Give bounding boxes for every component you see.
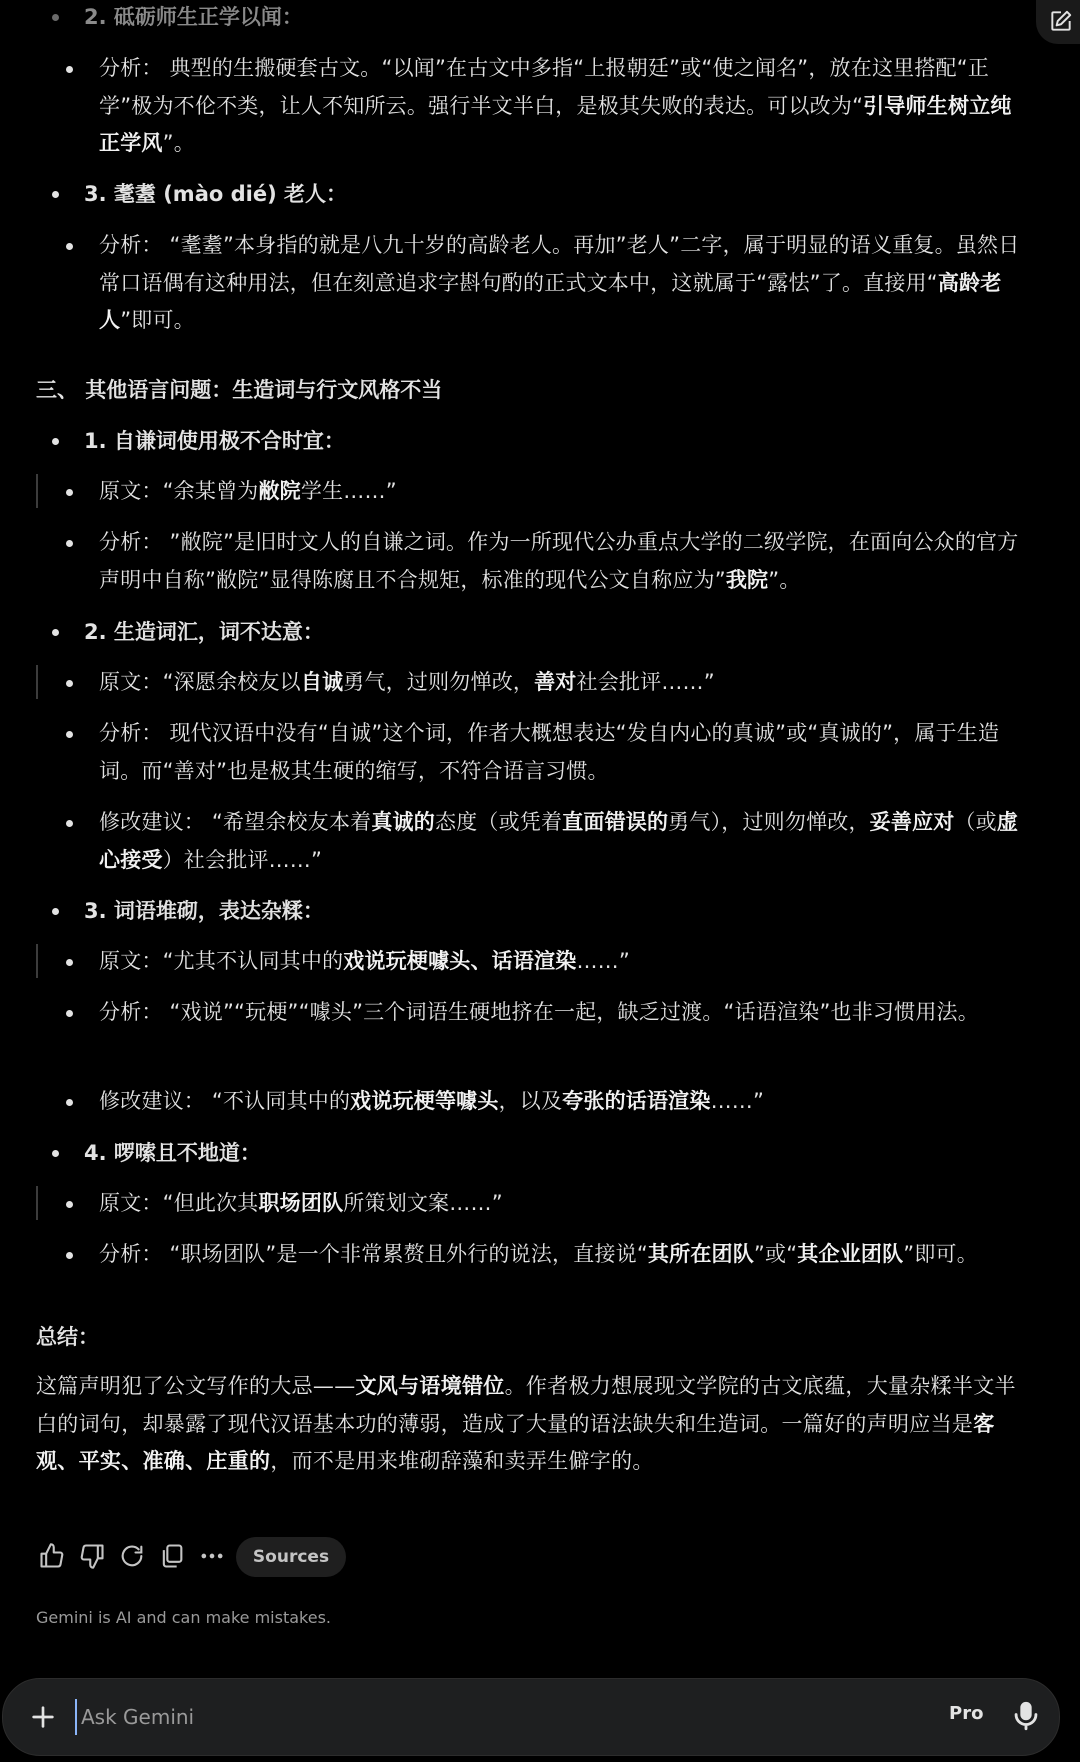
summary-heading: 总结： <box>36 1325 99 1349</box>
bullet <box>52 191 59 198</box>
bullet <box>66 820 73 827</box>
original-text: 原文：“尤其不认同其中的戏说玩梗噱头、话语渲染……” <box>99 949 630 973</box>
bullet <box>66 540 73 547</box>
bullet <box>52 1150 59 1157</box>
sources-button[interactable]: Sources <box>236 1537 346 1577</box>
analysis-text: 分析： 现代汉语中没有“自诚”这个词，作者大概想表达“发自内心的真诚”或“真诚的”，属于生造词。而“善对”也是极其生硬的缩写，不符合语言习惯。 <box>99 721 1000 783</box>
bullet <box>66 731 73 738</box>
model-selector-button[interactable]: Pro <box>949 1703 984 1724</box>
bullet <box>66 680 73 687</box>
analysis-text: 分析： ”敝院”是旧时文人的自谦之词。作为一所现代公办重点大学的二级学院，在面向公众的官方声明中自称”敝院”显得陈腐且不合规矩，标准的现代公文自称应为”我院”。 <box>99 530 1019 592</box>
analysis-text: 分析： “戏说”“玩梗”“噱头”三个词语生硬地挤在一起，缺乏过渡。“话语渲染”也非习惯用法。 <box>99 1000 979 1024</box>
thumbs-down-icon[interactable] <box>78 1542 106 1570</box>
refresh-icon[interactable] <box>118 1542 146 1570</box>
item-label: 2. 砥砺师生正学以闻： <box>84 5 303 29</box>
prompt-composer <box>2 1678 1060 1756</box>
thumbs-up-icon[interactable] <box>38 1542 66 1570</box>
summary-paragraph: 这篇声明犯了公文写作的大忌——文风与语境错位。作者极力想展现文学院的古文底蕴，大量杂糅半文半白的词句，却暴露了现代汉语基本功的薄弱，造成了大量的语法缺失和生造词。一篇好的声明应当是客观、平实、准确、庄重的，而不是用来堆砌辞藻和卖弄生僻字的。 <box>36 1374 1016 1473</box>
item-label: 3. 耄耋 (mào dié) 老人： <box>84 182 347 206</box>
analysis-text: 分析： 典型的生搬硬套古文。“以闻”在古文中多指“上报朝廷”或“使之闻名”，放在这里搭配“正学”极为不伦不类，让人不知所云。强行半文半白，是极其失败的表达。可以改为“引导师生树立纯正学风”。 <box>99 56 1012 155</box>
item-label: 2. 生造词汇，词不达意： <box>84 620 324 644</box>
microphone-icon[interactable] <box>1009 1699 1043 1733</box>
bullet <box>66 243 73 250</box>
bullet <box>66 1252 73 1259</box>
item-label: 4. 啰嗦且不地道： <box>84 1141 261 1165</box>
bullet <box>52 629 59 636</box>
analysis-text: 分析： “职场团队”是一个非常累赘且外行的说法，直接说“其所在团队”或“其企业团队”即可。 <box>99 1242 978 1266</box>
bullet <box>66 489 73 496</box>
original-text: 原文：“但此次其职场团队所策划文案……” <box>99 1191 503 1215</box>
bullet <box>66 1201 73 1208</box>
item-label: 1. 自谦词使用极不合时宜： <box>84 429 345 453</box>
more-horizontal-icon[interactable] <box>198 1542 226 1570</box>
bullet <box>52 14 59 21</box>
bullet <box>66 66 73 73</box>
edit-icon[interactable] <box>1036 0 1080 44</box>
prompt-input[interactable] <box>75 1699 863 1735</box>
quote-bar <box>36 944 38 978</box>
copy-icon[interactable] <box>158 1542 186 1570</box>
original-text: 原文：“余某曾为敝院学生……” <box>99 479 397 503</box>
quote-bar <box>36 1186 38 1220</box>
analysis-text: 分析： “耄耋”本身指的就是八九十岁的高龄老人。再加”老人”二字，属于明显的语义重复。虽然日常口语偶有这种用法，但在刻意追求字斟句酌的正式文本中，这就属于“露怯”了。直接用“高龄老人”即可。 <box>99 233 1020 332</box>
quote-bar <box>36 474 38 508</box>
bullet <box>66 959 73 966</box>
bullet <box>66 1010 73 1017</box>
bullet <box>52 438 59 445</box>
original-text: 原文：“深愿余校友以自诚勇气，过则勿惮改，善对社会批评……” <box>99 670 715 694</box>
item-label: 3. 词语堆砌，表达杂糅： <box>84 899 324 923</box>
section-heading: 三、 其他语言问题：生造词与行文风格不当 <box>36 378 443 402</box>
bullet <box>66 1099 73 1106</box>
bullet <box>52 908 59 915</box>
quote-bar <box>36 665 38 699</box>
disclaimer-text: Gemini is AI and can make mistakes. <box>36 1608 331 1627</box>
suggestion-text: 修改建议： “希望余校友本着真诚的态度（或凭着直面错误的勇气），过则勿惮改，妥善应对（或虚心接受）社会批评……” <box>99 810 1019 872</box>
plus-icon[interactable] <box>27 1701 59 1733</box>
suggestion-text: 修改建议： “不认同其中的戏说玩梗等噱头，以及夸张的话语渲染……” <box>99 1089 765 1113</box>
